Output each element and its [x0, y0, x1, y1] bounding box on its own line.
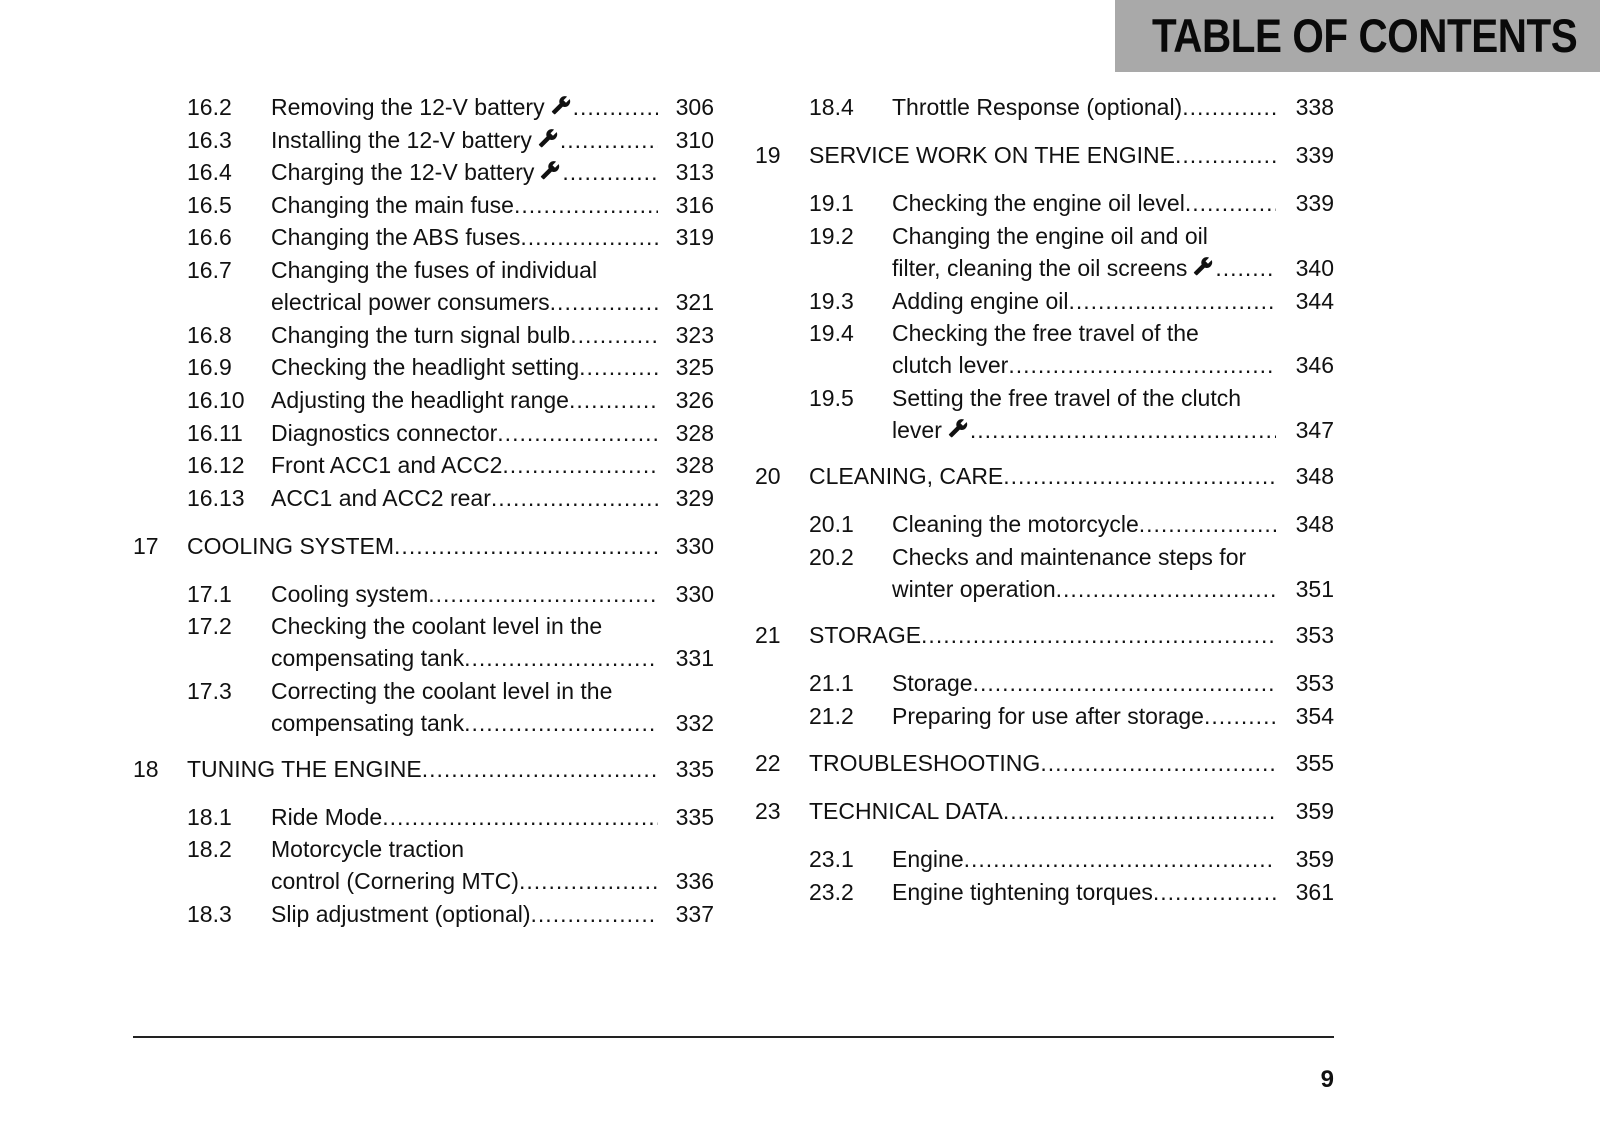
toc-entry-number: 19.5: [809, 385, 854, 411]
toc-entry-title: Removing the 12-V battery: [271, 94, 545, 120]
toc-page-number: 340: [1295, 255, 1334, 281]
toc-entry-number: 19: [755, 142, 781, 168]
toc-entry-title: COOLING SYSTEM: [187, 533, 395, 559]
toc-entry-number: 20: [755, 463, 781, 489]
toc-entry-number: 19.1: [809, 190, 854, 216]
toc-entry-title: Checking the coolant level in the: [271, 613, 603, 639]
toc-entry-number: 22: [755, 750, 781, 776]
toc-entry-number: 16.12: [187, 452, 245, 478]
toc-entry-title: Cooling system: [271, 581, 429, 607]
toc-page-number: 331: [675, 645, 714, 671]
toc-page-number: 321: [675, 289, 714, 315]
dot-leader: [1068, 285, 1276, 317]
toc-entry-title: lever: [892, 417, 942, 443]
toc-entry-title: Ride Mode: [271, 804, 383, 830]
dot-leader: [491, 482, 658, 514]
toc-page-number: 328: [675, 452, 714, 478]
wrench-icon: [540, 158, 560, 190]
toc-page-number: 313: [675, 159, 714, 185]
toc-page-number: 359: [1295, 798, 1334, 824]
toc-entry-title: Changing the ABS fuses: [271, 224, 521, 250]
toc-entry-number: 16.5: [187, 192, 232, 218]
toc-entry-number: 16.3: [187, 127, 232, 153]
dot-leader: [519, 865, 658, 897]
toc-entry-number: 20.1: [809, 511, 854, 537]
toc-entry-title: Engine tightening torques: [892, 879, 1153, 905]
toc-page-number: 316: [675, 192, 714, 218]
toc-entry-title: Diagnostics connector: [271, 420, 498, 446]
dot-leader: [464, 707, 658, 739]
toc-entry-number: 23: [755, 798, 781, 824]
toc-entry-title: compensating tank: [271, 710, 465, 736]
toc-entry-title: winter operation: [892, 576, 1056, 602]
dot-leader: [570, 319, 658, 351]
dot-leader: [1182, 91, 1276, 123]
toc-entry-number: 18: [133, 756, 159, 782]
toc-page-number: 359: [1295, 846, 1334, 872]
toc-entry-number: 18.1: [187, 804, 232, 830]
toc-entry-title: Installing the 12-V battery: [271, 127, 532, 153]
toc-entry-number: 23.1: [809, 846, 854, 872]
dot-leader: [394, 530, 658, 562]
toc-page-number: 336: [675, 868, 714, 894]
toc-entry-title: control (Cornering MTC): [271, 868, 519, 894]
toc-entry-number: 17.1: [187, 581, 232, 607]
toc-page-number: 328: [675, 420, 714, 446]
dot-leader: [1204, 700, 1276, 732]
toc-entry-title: Storage: [892, 670, 973, 696]
toc-entry-number: 16.7: [187, 257, 232, 283]
toc-page-number: 354: [1295, 703, 1334, 729]
toc-page-number: 330: [675, 533, 714, 559]
wrench-icon: [538, 126, 558, 158]
dot-leader: [1185, 187, 1276, 219]
toc-entry-title: Slip adjustment (optional): [271, 901, 531, 927]
toc-entry-number: 17.2: [187, 613, 232, 639]
dot-leader: [562, 156, 658, 188]
toc-entry-number: 16.9: [187, 354, 232, 380]
dot-leader: [1008, 349, 1276, 381]
dot-leader: [531, 898, 658, 930]
dot-leader: [1003, 795, 1276, 827]
dot-leader: [520, 221, 658, 253]
dot-leader: [502, 449, 658, 481]
toc-page-number: 329: [675, 485, 714, 511]
toc-entry-number: 20.2: [809, 544, 854, 570]
toc-entry-title: Checking the free travel of the: [892, 320, 1199, 346]
toc-page-number: 310: [675, 127, 714, 153]
toc-page-number: 338: [1295, 94, 1334, 120]
toc-entry-number: 23.2: [809, 879, 854, 905]
toc-page-number: 351: [1295, 576, 1334, 602]
toc-entry-number: 21.2: [809, 703, 854, 729]
toc-entry-number: 21: [755, 622, 781, 648]
toc-entry-title: Changing the fuses of individual: [271, 257, 598, 283]
toc-entry-number: 19.4: [809, 320, 854, 346]
toc-page-number: 325: [675, 354, 714, 380]
toc-entry-number: 17.3: [187, 678, 232, 704]
dot-leader: [1175, 139, 1276, 171]
toc-entry-title: Checking the engine oil level: [892, 190, 1185, 216]
toc-page-number: 344: [1295, 288, 1334, 314]
toc-entry-title: Adjusting the headlight range: [271, 387, 569, 413]
toc-page-number: 323: [675, 322, 714, 348]
toc-entry-title: Throttle Response (optional): [892, 94, 1183, 120]
dot-leader: [1139, 508, 1276, 540]
page-title: TABLE OF CONTENTS: [1152, 9, 1578, 62]
dot-leader: [964, 843, 1276, 875]
dot-leader: [921, 619, 1276, 651]
toc-entry-number: 17: [133, 533, 159, 559]
toc-page-number: 319: [675, 224, 714, 250]
toc-page-number: 326: [675, 387, 714, 413]
toc-page-number: 348: [1295, 511, 1334, 537]
toc-entry-title: compensating tank: [271, 645, 465, 671]
toc-page-number: 335: [675, 804, 714, 830]
toc-page-number: 335: [675, 756, 714, 782]
toc-entry-number: 18.2: [187, 836, 232, 862]
toc-entry-title: CLEANING, CARE: [809, 463, 1004, 489]
dot-leader: [464, 642, 658, 674]
toc-entry-title: Front ACC1 and ACC2: [271, 452, 503, 478]
dot-leader: [569, 384, 658, 416]
toc-entry-title: TECHNICAL DATA: [809, 798, 1003, 824]
toc-entry-number: 19.3: [809, 288, 854, 314]
toc-entry-title: Charging the 12-V battery: [271, 159, 535, 185]
dot-leader: [1215, 252, 1276, 284]
dot-leader: [1153, 876, 1276, 908]
toc-entry-title: Checks and maintenance steps for: [892, 544, 1247, 570]
dot-leader: [973, 667, 1276, 699]
toc-page-number: 348: [1295, 463, 1334, 489]
toc-entry-title: STORAGE: [809, 622, 922, 648]
wrench-icon: [1193, 254, 1213, 286]
toc-entry-title: Engine: [892, 846, 964, 872]
toc-entry-title: TROUBLESHOOTING: [809, 750, 1041, 776]
toc-entry-number: 16.2: [187, 94, 232, 120]
dot-leader: [428, 578, 658, 610]
dot-leader: [550, 286, 658, 318]
footer-divider: [133, 1036, 1334, 1038]
toc-entry-number: 19.2: [809, 223, 854, 249]
toc-entry-title: Checking the headlight setting: [271, 354, 580, 380]
toc-entry-title: Correcting the coolant level in the: [271, 678, 613, 704]
toc-entry-number: 16.4: [187, 159, 232, 185]
toc-page-number: 346: [1295, 352, 1334, 378]
toc-entry-title: filter, cleaning the oil screens: [892, 255, 1188, 281]
wrench-icon: [948, 416, 968, 448]
dot-leader: [573, 91, 658, 123]
dot-leader: [422, 753, 658, 785]
toc-entry-number: 18.4: [809, 94, 854, 120]
dot-leader: [560, 124, 658, 156]
toc-entry-title: Changing the engine oil and oil: [892, 223, 1208, 249]
dot-leader: [579, 351, 658, 383]
toc-entry-number: 16.8: [187, 322, 232, 348]
toc-page-number: 353: [1295, 622, 1334, 648]
toc-entry-title: TUNING THE ENGINE: [187, 756, 422, 782]
toc-entry-title: clutch lever: [892, 352, 1009, 378]
toc-entry-number: 18.3: [187, 901, 232, 927]
toc-entry-number: 16.11: [187, 420, 243, 446]
toc-entry-number: 16.6: [187, 224, 232, 250]
dot-leader: [1056, 573, 1276, 605]
toc-entry-title: electrical power consumers: [271, 289, 550, 315]
toc-entry-number: 16.13: [187, 485, 245, 511]
toc-entry-title: Changing the turn signal bulb: [271, 322, 571, 348]
dot-leader: [497, 417, 658, 449]
dot-leader: [970, 414, 1276, 446]
toc-entry-title: Preparing for use after storage: [892, 703, 1204, 729]
toc-entry-number: 21.1: [809, 670, 854, 696]
toc-page-number: 361: [1295, 879, 1334, 905]
dot-leader: [382, 801, 658, 833]
toc-page-number: 337: [675, 901, 714, 927]
toc-entry-title: Setting the free travel of the clutch: [892, 385, 1242, 411]
toc-page-number: 355: [1295, 750, 1334, 776]
toc-entry-title: Cleaning the motorcycle: [892, 511, 1139, 537]
toc-page-number: 339: [1295, 142, 1334, 168]
toc-page-number: 339: [1295, 190, 1334, 216]
toc-entry-number: 16.10: [187, 387, 245, 413]
toc-page-number: 353: [1295, 670, 1334, 696]
toc-page-number: 332: [675, 710, 714, 736]
dot-leader: [514, 189, 658, 221]
toc-entry-title: SERVICE WORK ON THE ENGINE: [809, 142, 1175, 168]
toc-page-number: 306: [675, 94, 714, 120]
dot-leader: [1003, 460, 1276, 492]
toc-entry-title: Adding engine oil: [892, 288, 1069, 314]
dot-leader: [1040, 747, 1276, 779]
toc-page-number: 347: [1295, 417, 1334, 443]
toc-entry-title: Changing the main fuse: [271, 192, 514, 218]
toc-entry-title: ACC1 and ACC2 rear: [271, 485, 491, 511]
toc-page-number: 330: [675, 581, 714, 607]
page-number: 9: [1320, 1066, 1334, 1093]
toc-entry-title: Motorcycle traction: [271, 836, 465, 862]
wrench-icon: [551, 93, 571, 125]
